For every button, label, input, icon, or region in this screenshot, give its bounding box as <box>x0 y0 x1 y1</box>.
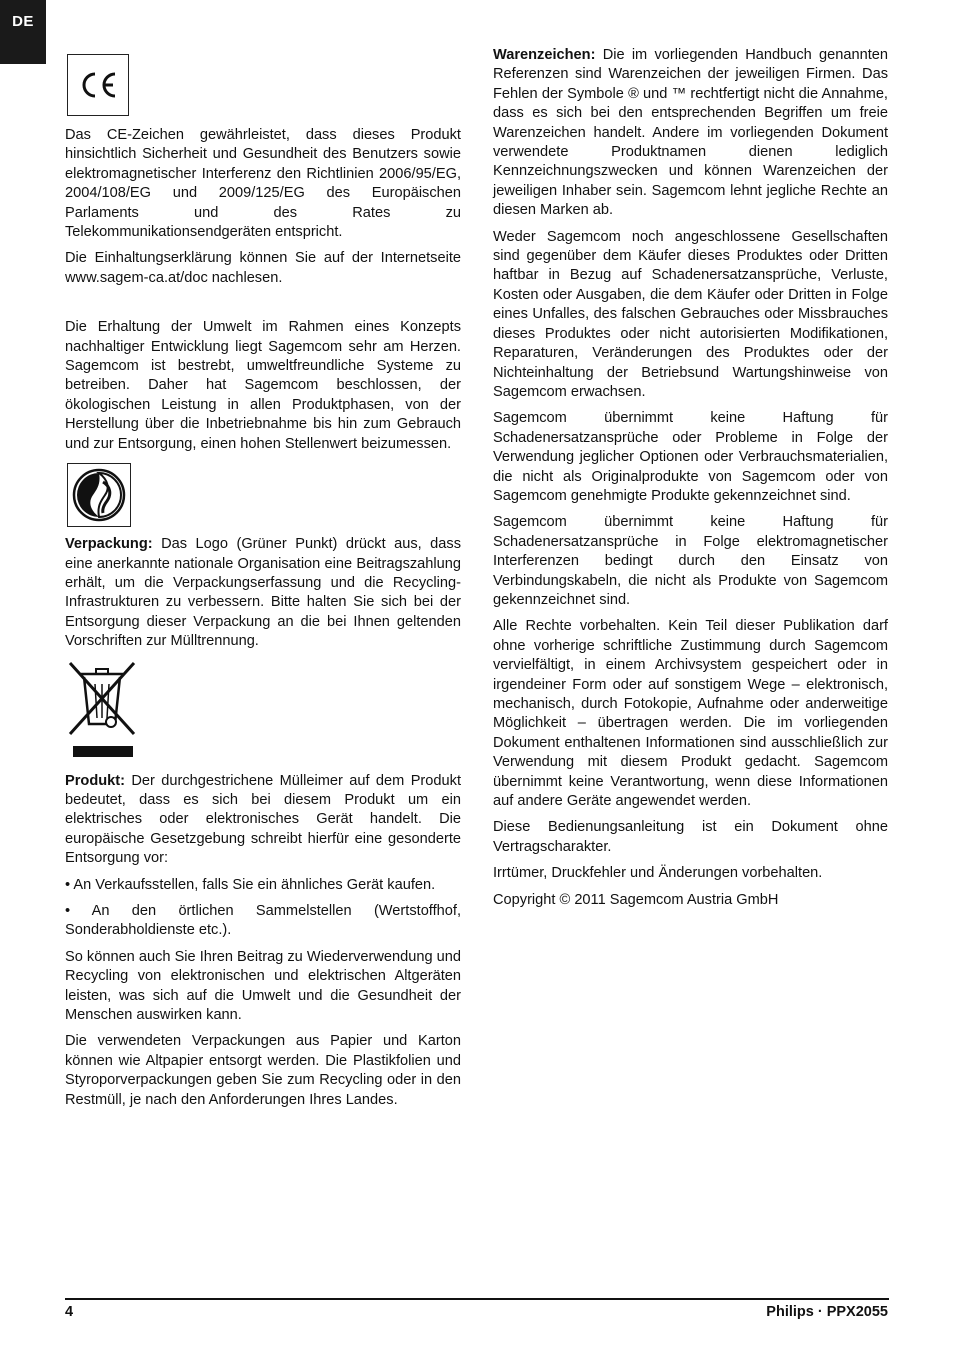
manual-paragraph: Diese Bedienungsanleitung ist ein Dokument ohne Vertragscharakter. <box>493 819 888 855</box>
packaging-label: Verpackung: <box>65 536 153 553</box>
right-column <box>493 46 888 917</box>
packaging-paragraph <box>65 535 461 651</box>
green-dot-icon <box>67 463 131 527</box>
reuse-paragraph: So können auch Sie Ihren Beitrag zu Wiederverwendung und Recycling von elektronischen und elektrischen Altgeräten leisten, was sich auf die Umwelt und die Gesundheit der Menschen auswirken kann. <box>65 948 461 1023</box>
footer-divider <box>65 1298 889 1300</box>
language-tab: DE <box>0 0 46 64</box>
ce-mark-icon <box>67 54 129 116</box>
trademark-label: Warenzeichen: <box>493 47 596 63</box>
liability-paragraph: Weder Sagemcom noch angeschlossene Gesellschaften sind gegenüber dem Käufer dieses Produktes oder Dritten haftbar in Bezug auf Schadenersatzansprüche, Verluste, Kosten oder Ausgaben, die dem Käufer oder Dritten in Folge eines Unfalles, des falschen Gebrauches oder Missbrauches dieses Produktes oder nicht autorisierten Modifikationen, Reparaturen, Veränderungen des Produktes oder der Nichteinhaltung der Betriebsund Wartungshinweise von Sagemcom erwachsen. <box>493 228 888 400</box>
product-text: Der durchgestrichene Mülleimer auf dem Produkt bedeutet, dass es sich bei diesem Produkt um ein elektrisches oder elektronisches Gerät handelt. Die europäische Gesetzgebung schreibt hierfür eine gesonderte Entsorgung vor: <box>65 772 461 867</box>
left-column <box>65 46 461 1117</box>
errors-paragraph: Irrtümer, Druckfehler und Änderungen vorbehalten. <box>493 865 823 882</box>
environment-paragraph: Die Erhaltung der Umwelt im Rahmen eines Konzepts nachhaltiger Entwicklung liegt Sagemcom sehr am Herzen. Sagemcom ist bestrebt, umweltfreundliche Systeme zu betreiben. Daher hat Sagemcom beschlossen, der ökologischen Leistung in allen Produktphasen, von der Herstellung über die Inbetriebnahme bis hin zum Gebrauch und zur Entsorgung, einen hohen Stellenwert beizumessen. <box>65 319 461 452</box>
paper-paragraph: Die verwendeten Verpackungen aus Papier und Karton können wie Altpapier entsorgt werden. Die Plastikfolien und Styroporverpackungen geben Sie zum Recycling oder in den Restmüll, je nach den Anforderungen Ihres Landes. <box>65 1033 461 1108</box>
ce-paragraph: Das CE-Zeichen gewährleistet, dass dieses Produkt hinsichtlich Sicherheit und Gesundheit des Benutzers sowie elektromagnetischer Interferenz den Richtlinien 2006/95/EG, 2004/108/EG und 2009/125/EG des Europäischen Parlaments und des Rates zu Telekommunikationsendgeräten entspricht. <box>65 127 461 241</box>
footer-product-name: Philips · PPX2055 <box>766 1304 888 1320</box>
emi-paragraph: Sagemcom übernimmt keine Haftung für Schadenersatzansprüche in Folge elektromagnetischer Interferenzen bedingt durch den Einsatz von Verbindungskabeln, die nicht als Produkte von Sagemcom gekennzeichnet sind. <box>493 514 888 608</box>
trademark-paragraph <box>493 46 888 221</box>
copyright: Copyright © 2011 Sagemcom Austria GmbH <box>493 891 779 908</box>
bullet-item: • An den örtlichen Sammelstellen (Wertstoffhof, Sonderabholdienste etc.). <box>65 902 461 939</box>
rights-paragraph: Alle Rechte vorbehalten. Kein Teil dieser Publikation darf ohne vorherige schriftliche Zustimmung durch Sagemcom vervielfältigt, in einem Archivsystem gespeichert oder in irgendeiner Form oder auf sonstigem Wege – elektronisch, mechanisch, durch Fotokopie, Aufnahme oder anderweitige Möglichkeit – übertragen werden. Die im vorliegenden Dokument enthaltenen Informationen sind ausschließlich zur Verwendung mit diesem Produkt gedacht. Sagemcom übernimmt keine Verantwortung, wenn diese Informationen auf andere Geräte angewendet werden. <box>493 618 888 810</box>
trademark-text: Die im vorliegenden Handbuch genannten Referenzen sind Warenzeichen der jeweiligen Firmen. Das Fehlen der Symbole ® und ™ rechtfertigt nicht die Annahme, dass es sich bei den entsprechenden Begriffen um freie Warenzeichen handelt. Andere im vorliegenden Dokument verwendete Produktnamen dienen lediglich Kennzeichnungszwecken und können Warenzeichen der jeweiligen Inhaber sein. Sagemcom lehnt jegliche Rechte an diesen Marken ab. <box>493 47 888 219</box>
packaging-text: Das Logo (Grüner Punkt) drückt aus, dass eine anerkannte nationale Organisation eine Beitragszahlung erhält, um die Verpackungserfassung und die Recycling-Infrastrukturen zu verbessern. Bitte halten Sie sich bei der Entsorgung dieser Verpackung an die bei Ihnen geltenden Vorschriften zur Mülltrennung. <box>65 536 461 650</box>
product-label: Produkt: <box>65 772 125 789</box>
conformity-paragraph: Die Einhaltungserklärung können Sie auf der Internetseite www.sagem-ca.at/doc nachlesen. <box>65 250 461 286</box>
page-number: 4 <box>65 1304 74 1320</box>
product-paragraph <box>65 772 461 869</box>
crossed-bin-icon <box>67 660 137 760</box>
options-paragraph: Sagemcom übernimmt keine Haftung für Schadenersatzansprüche oder Probleme in Folge der Verwendung jeglicher Optionen oder Verbrauchsmaterialien, die nicht als Originalprodukte von Sagemcom oder von Sagemcom genehmigte Produkte gekennzeichnet sind. <box>493 410 888 504</box>
bullet-item: • An Verkaufsstellen, falls Sie ein ähnliches Gerät kaufen. <box>65 876 436 893</box>
